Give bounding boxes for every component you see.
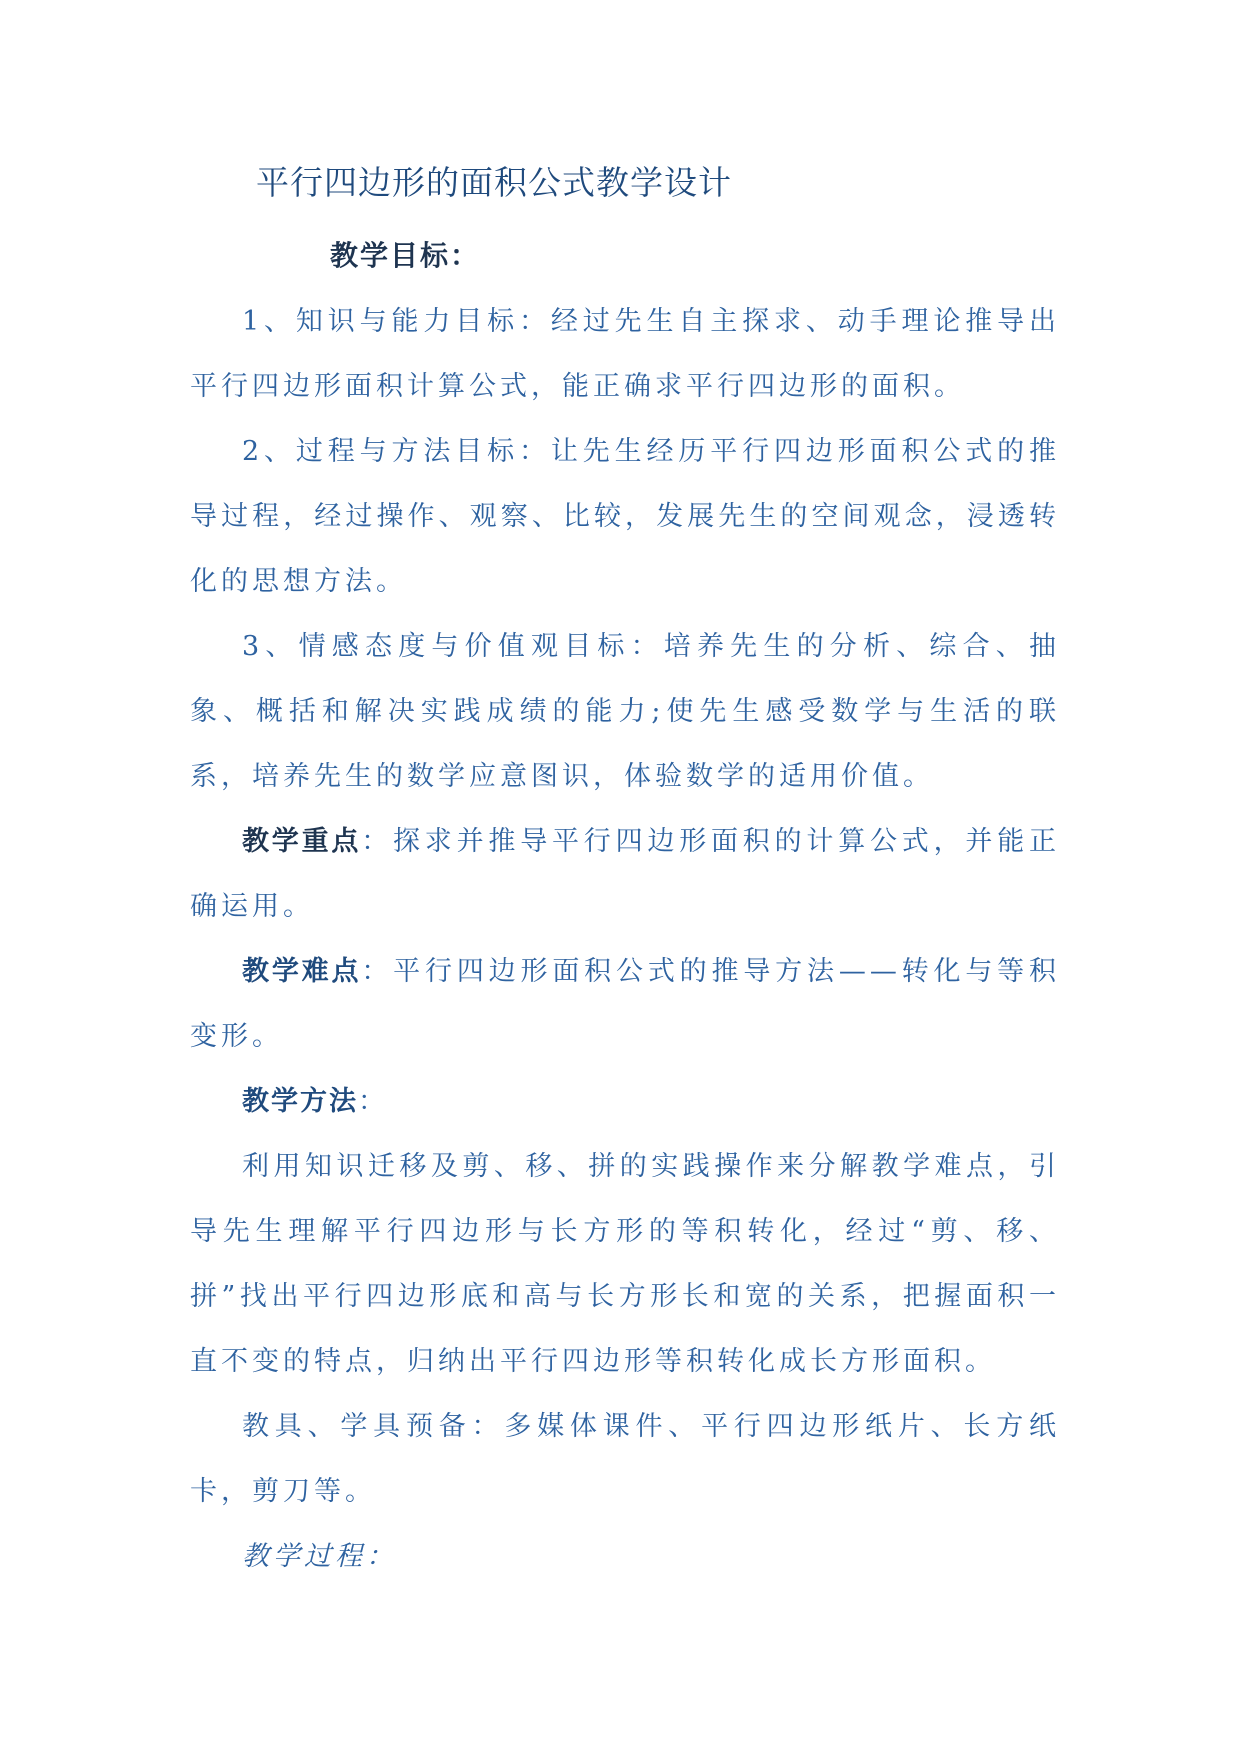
difficulty-text: ：平行四边形面积公式的推导方法——转化与等积变形。 (190, 956, 1061, 1052)
key-point-text: ：探求并推导平行四边形面积的计算公式，并能正确运用。 (190, 826, 1061, 922)
method-heading (190, 1069, 1060, 1134)
process-heading: 教学过程： (242, 1541, 397, 1572)
objective-1: 1、知识与能力目标：经过先生自主探求、动手理论推导出平行四边形面积计算公式，能正确求平行四边形的面积。 (190, 306, 1060, 402)
document-title: 平行四边形的面积公式教学设计 (256, 163, 732, 202)
key-point-paragraph (190, 809, 1060, 939)
objective-2: 2、过程与方法目标：让先生经历平行四边形面积公式的推导过程，经过操作、观察、比较，发展先生的空间观念，浸透转化的思想方法。 (190, 436, 1060, 597)
objectives-heading: 教学目标： (330, 239, 481, 272)
method-text: 利用知识迁移及剪、移、拼的实践操作来分解教学难点，引导先生理解平行四边形与长方形的等积转化，经过“剪、移、拼”找出平行四边形底和高与长方形长和宽的关系，把握面积一直不变的特点，归纳出平行四边形等积转化成长方形面积。 (190, 1151, 1060, 1377)
document-content (190, 160, 1060, 1589)
key-point-label: 教学重点 (242, 826, 362, 857)
objective-3: 3、情感态度与价值观目标：培养先生的分析、综合、抽象、概括和解决实践成绩的能力;使先生感受数学与生活的联系，培养先生的数学应意图识，体验数学的适用价值。 (190, 631, 1060, 792)
method-label: 教学方法 (242, 1086, 358, 1117)
difficulty-paragraph (190, 939, 1060, 1069)
materials-text: 教具、学具预备：多媒体课件、平行四边形纸片、长方纸卡，剪刀等。 (190, 1411, 1060, 1507)
method-colon: ： (358, 1086, 385, 1117)
difficulty-label: 教学难点 (242, 956, 362, 987)
